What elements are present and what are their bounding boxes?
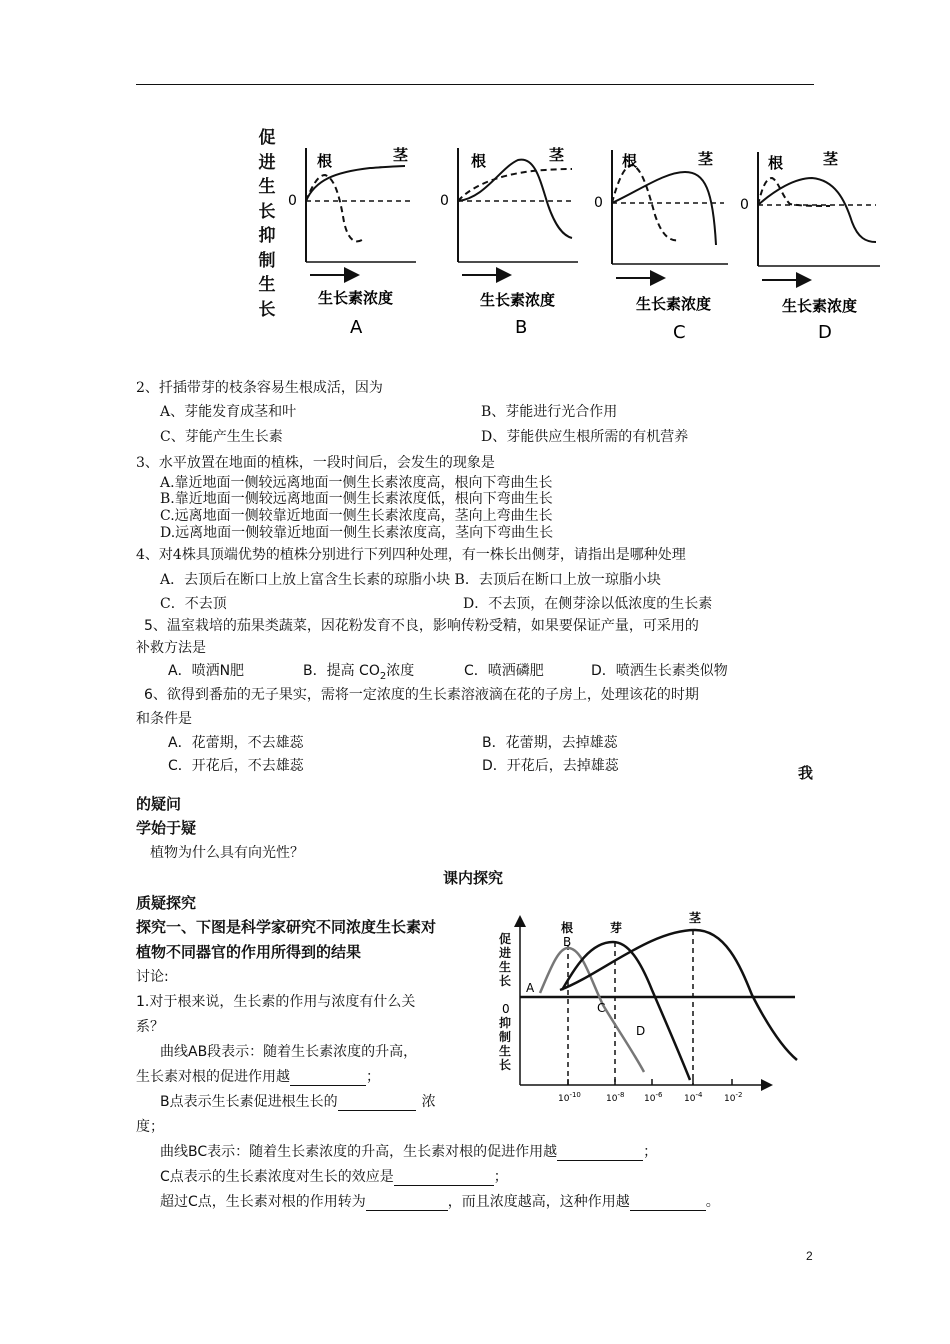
y-label-char: 长 [498, 1058, 511, 1072]
q5-stem-line1: 5、温室栽培的茄果类蔬菜，因花粉发育不良，影响传粉受精，如果要保证产量，可采用的 [144, 618, 699, 634]
b-point-end: 浓 [421, 1094, 436, 1110]
y-label-char: 进 [258, 152, 276, 173]
stem-label: 茎 [698, 150, 714, 168]
q3-option-d: D.远离地面一侧较靠近地面一侧生长素浓度高，茎向下弯曲生长 [160, 525, 554, 541]
x-axis-label: 生长素浓度 [318, 289, 394, 307]
inclass-title: 课内探究 [443, 869, 504, 887]
panel-letter: B [515, 317, 528, 338]
inquiry1-line1: 探究一、下图是科学家研究不同浓度生长素对 [136, 918, 437, 936]
x-axis-label: 生长素浓度 [782, 297, 858, 315]
x-tick-label [558, 1091, 581, 1104]
q6-stem-line2: 和条件是 [136, 711, 192, 727]
q3-option-c: C.远离地面一侧较靠近地面一侧生长素浓度高，茎向上弯曲生长 [160, 508, 553, 524]
bud-curve [562, 942, 690, 1080]
q4-stem: 4、对4株具顶端优势的植株分别进行下列四种处理，有一株长出侧芽，请指出是哪种处理 [136, 547, 686, 563]
b-point-line2: 度； [136, 1119, 164, 1135]
q5-stem-line2: 补救方法是 [136, 640, 206, 656]
point-a-label: A [526, 981, 535, 995]
zero-label: 0 [740, 197, 749, 213]
zero-label: 0 [288, 193, 297, 209]
beyond-c-text: 超过C点，生长素对根的作用转为 [160, 1194, 366, 1210]
bc-end: ； [643, 1144, 658, 1160]
d1-line2: 系？ [136, 1019, 164, 1035]
learn-from-doubt-heading: 学始于疑 [136, 819, 197, 837]
d1-line1: 1.对于根来说，生长素的作用与浓度有什么关 [136, 994, 416, 1010]
stem-curve-label: 茎 [689, 911, 702, 925]
point-d-label: D [636, 1024, 646, 1038]
c-point-text: C点表示的生长素浓度对生长的效应是 [160, 1169, 394, 1185]
root-label: 根 [768, 154, 784, 172]
q2-option-b: B、芽能进行光合作用 [481, 404, 618, 420]
stem-curve [560, 930, 797, 1060]
q5-option-c: C．喷洒磷肥 [464, 663, 544, 679]
ab-line2-text: 生长素对根的促进作用越 [136, 1069, 290, 1085]
panel-letter: D [818, 322, 832, 343]
y-label-char: 抑 [498, 1016, 511, 1030]
q6-option-d: D．开花后，去掉雄蕊 [482, 758, 619, 774]
tick-exp: -8 [617, 1091, 625, 1099]
root-label: 根 [622, 152, 638, 170]
page-number: 2 [806, 1249, 813, 1263]
q6-stem-line1: 6、欲得到番茄的无子果实，需将一定浓度的生长素溶液滴在花的子房上，处理该花的时期 [144, 687, 699, 703]
tick-base: 10 [606, 1094, 618, 1104]
y-label-char: 长 [258, 299, 276, 320]
y-label-char: 进 [498, 946, 511, 960]
tick-base: 10 [724, 1094, 736, 1104]
y-label-char: 制 [258, 250, 276, 271]
beyond-c-end: 。 [705, 1194, 720, 1210]
zero-label: 0 [594, 195, 603, 211]
q6-option-a: A．花蕾期，不去雄蕊 [168, 735, 304, 751]
panel-letter: C [673, 322, 686, 343]
q5-option-b-pre: B．提高 CO [303, 663, 380, 679]
q4-option-c: C．不去顶 [160, 596, 227, 612]
point-b-label: B [563, 935, 572, 949]
tick-exp: -6 [655, 1091, 663, 1099]
x-tick-label [684, 1091, 703, 1104]
zero-label: 0 [440, 193, 449, 209]
q5-option-b-post: 浓度 [386, 663, 415, 679]
y-label-char: 促 [258, 128, 276, 148]
inquiry-heading: 质疑探究 [136, 894, 197, 912]
root-label: 根 [471, 152, 487, 170]
root-curve-label: 根 [561, 921, 574, 935]
x-axis-label: 生长素浓度 [636, 295, 712, 313]
q4-option-ab: A．去顶后在断口上放上富含生长素的琼脂小块 B．去顶后在断口上放一琼脂小块 [160, 572, 661, 588]
q3-option-b: B.靠近地面一侧较远离地面一侧生长素浓度低，根向下弯曲生长 [160, 491, 553, 507]
y-label-char: 生 [258, 177, 276, 197]
root-label: 根 [317, 152, 333, 170]
bc-text: 曲线BC表示：随着生长素浓度的升高，生长素对根的促进作用越 [160, 1144, 558, 1160]
y-label-char: 抑 [258, 226, 276, 246]
inquiry1-line2: 植物不同器官的作用所得到的结果 [136, 943, 362, 961]
ab-line2-end: ； [366, 1069, 380, 1085]
point-c-label: C [597, 1001, 606, 1015]
ab-line1: 曲线AB段表示：随着生长素浓度的升高， [160, 1044, 418, 1060]
phototropism-question: 植物为什么具有向光性？ [150, 845, 304, 861]
tick-base: 10 [684, 1094, 696, 1104]
tick-exp: -10 [569, 1091, 581, 1099]
q5-option-a: A．喷洒N肥 [168, 663, 245, 679]
x-tick-label [606, 1091, 624, 1104]
c-point-end: ； [493, 1169, 508, 1185]
zero-label: 0 [502, 1002, 510, 1016]
q6-option-c: C．开花后，不去雄蕊 [168, 758, 304, 774]
q5-option-b-sub: 2 [379, 670, 387, 682]
q5-option-d: D．喷洒生长素类似物 [591, 663, 728, 679]
discussion-label: 讨论: [136, 969, 169, 985]
y-label-char: 促 [498, 932, 511, 946]
y-label-char: 长 [258, 201, 276, 222]
y-label-char: 生 [498, 960, 511, 974]
q2-option-d: D、芽能供应生根所需的有机营养 [481, 429, 689, 445]
q2-option-a: A、芽能发育成茎和叶 [160, 404, 297, 420]
root-curve [540, 948, 644, 1072]
my-question-char: 我 [798, 764, 814, 782]
x-tick-label [644, 1091, 663, 1104]
q4-option-d: D．不去顶，在侧芽涂以低浓度的生长素 [463, 596, 713, 612]
x-axis-label: 生长素浓度 [480, 291, 556, 309]
q3-stem: 3、水平放置在地面的植株，一段时间后，会发生的现象是 [136, 455, 495, 471]
q2-stem: 2、扦插带芽的枝条容易生根成活，因为 [136, 380, 383, 396]
tick-base: 10 [644, 1094, 656, 1104]
beyond-c-mid: ，而且浓度越高，这种作用越 [447, 1194, 630, 1210]
tick-base: 10 [558, 1094, 570, 1104]
stem-label: 茎 [823, 150, 839, 168]
my-question-heading: 的疑问 [136, 795, 182, 813]
panel-letter: A [350, 317, 363, 338]
stem-label: 茎 [549, 146, 565, 164]
y-label-char: 制 [498, 1030, 511, 1044]
q6-option-b: B．花蕾期，去掉雄蕊 [482, 735, 618, 751]
y-label-char: 生 [258, 275, 276, 295]
q3-option-a: A.靠近地面一侧较远离地面一侧生长素浓度高，根向下弯曲生长 [160, 475, 553, 491]
b-point-text: B点表示生长素促进根生长的 [160, 1094, 338, 1110]
q2-option-c: C、芽能产生生长素 [160, 429, 283, 445]
x-tick-label [724, 1091, 742, 1104]
tick-exp: -2 [735, 1091, 743, 1099]
y-label-char: 生 [498, 1044, 511, 1058]
y-label-char: 长 [498, 974, 511, 988]
tick-exp: -4 [695, 1091, 703, 1099]
bud-curve-label: 芽 [610, 921, 623, 935]
stem-label: 茎 [393, 146, 409, 164]
